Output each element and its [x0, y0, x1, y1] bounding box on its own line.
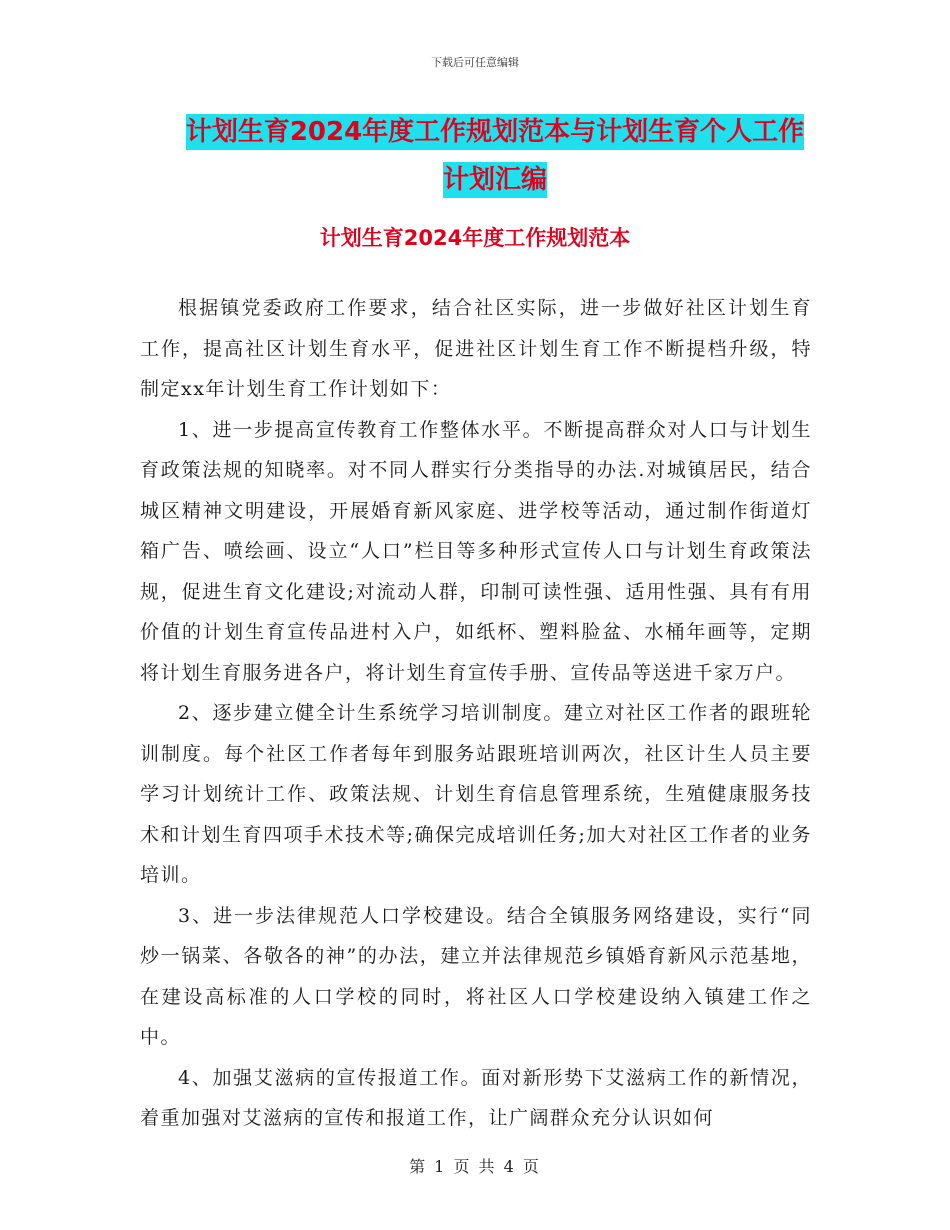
paragraph-item-1: 1、进一步提高宣传教育工作整体水平。不断提高群众对人口与计划生育政策法规的知晓率。对不同人群实行分类指导的办法.对城镇居民，结合城区精神文明建设，开展婚育新风家庭、进学校等活动，通过制作街道灯箱广告、喷绘画、设立“人口”栏目等多种形式宣传人口与计划生育政策法规，促进生育文化建设;对流动人群，印制可读性强、适用性强、具有有用价值的计划生育宣传品进村入户，如纸杯、塑料脸盆、水桶年画等，定期将计划生育服务进各户，将计划生育宣传手册、宣传品等送进千家万户。: [140, 418, 812, 684]
paragraph-intro: 根据镇党委政府工作要求，结合社区实际，进一步做好社区计划生育工作，提高社区计划生育水平，促进社区计划生育工作不断提档升级，特制定xx年计划生育工作计划如下：: [140, 297, 812, 400]
paragraph-item-3: 3、进一步法律规范人口学校建设。结合全镇服务网络建设，实行“同炒一锅菜、各敬各的神”的办法，建立并法律规范乡镇婚育新风示范基地，在建设高标准的人口学校的同时，将社区人口学校建设纳入镇建工作之中。: [140, 904, 812, 1048]
section-title: 计划生育2024年度工作规划范本: [319, 226, 631, 250]
document-title: [150, 108, 840, 204]
paragraph-item-2: 2、逐步建立健全计生系统学习培训制度。建立对社区工作者的跟班轮训制度。每个社区工作者每年到服务站跟班培训两次，社区计生人员主要学习计划统计工作、政策法规、计划生育信息管理系统，生殖健康服务技术和计划生育四项手术技术等;确保完成培训任务;加大对社区工作者的业务培训。: [140, 702, 812, 886]
body-text: [140, 288, 812, 1139]
page-footer: 第 1 页 共 4 页: [409, 1157, 541, 1176]
title-line-1: 计划生育2024年度工作规划范本与计划生育个人工作: [186, 114, 804, 150]
paragraph-item-4: 4、加强艾滋病的宣传报道工作。面对新形势下艾滋病工作的新情况，着重加强对艾滋病的宣传和报道工作，让广阔群众充分认识如何: [140, 1066, 812, 1129]
header-note: 下载后可任意编辑: [431, 56, 519, 69]
title-line-2: 计划汇编: [443, 162, 547, 198]
